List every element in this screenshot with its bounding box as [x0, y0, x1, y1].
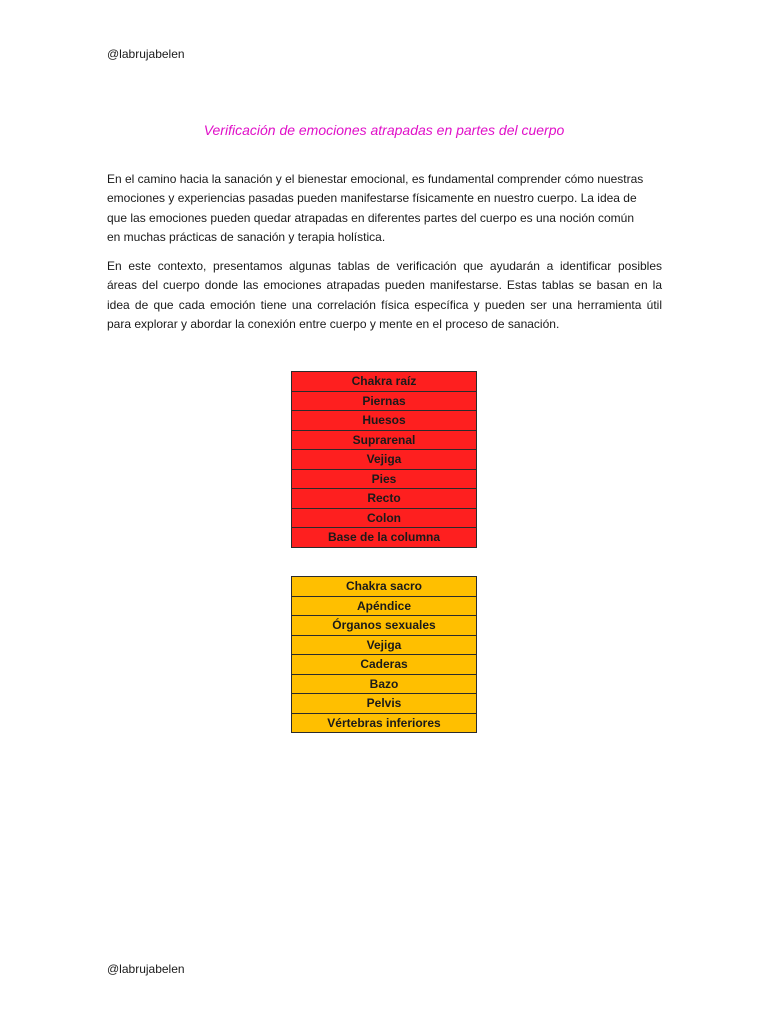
- paragraph-line: En el camino hacia la sanación y el bienestar emocional, es fundamental comprender cómo nuestras: [107, 172, 644, 186]
- table-cell: Piernas: [292, 391, 477, 411]
- table-cell: Vejiga: [292, 635, 477, 655]
- table-cell: Vértebras inferiores: [292, 713, 477, 733]
- table-cell: Suprarenal: [292, 430, 477, 450]
- table-row: [292, 372, 477, 392]
- table-row: [292, 489, 477, 509]
- table-row: [292, 635, 477, 655]
- footer-handle: @labrujabelen: [107, 962, 185, 976]
- table-row: [292, 655, 477, 675]
- paragraph-line: para explorar y abordar la conexión entre cuerpo y mente en el proceso de sanación.: [107, 316, 560, 331]
- page-title: Verificación de emociones atrapadas en partes del cuerpo: [203, 122, 565, 138]
- table-row: [292, 694, 477, 714]
- table-row: [292, 469, 477, 489]
- paragraph-line: emociones y experiencias pasadas pueden manifestarse físicamente en nuestro cuerpo. La idea de: [107, 191, 637, 206]
- table-row: [292, 508, 477, 528]
- table-row: [292, 450, 477, 470]
- intro-paragraph: [107, 170, 662, 247]
- table-row: [292, 430, 477, 450]
- paragraph-line: idea de que cada emoción tiene una correlación física específica y pueden ser una herramienta útil: [107, 297, 662, 312]
- table-row: [292, 713, 477, 733]
- table-cell: Vejiga: [292, 450, 477, 470]
- root-chakra-table: [291, 371, 477, 548]
- table-header-cell: Chakra sacro: [292, 577, 477, 597]
- context-paragraph: [107, 257, 662, 334]
- table-header-cell: Chakra raíz: [292, 372, 477, 392]
- table-cell: Órganos sexuales: [292, 616, 477, 636]
- paragraph-line: En este contexto, presentamos algunas tablas de verificación que ayudarán a identificar posibles: [107, 259, 662, 273]
- paragraph-line: áreas del cuerpo donde las emociones atrapadas pueden manifestarse. Estas tablas se basan en la: [107, 278, 662, 293]
- table-cell: Pies: [292, 469, 477, 489]
- table-row: [292, 528, 477, 548]
- table-row: [292, 577, 477, 597]
- table-cell: Caderas: [292, 655, 477, 675]
- table-cell: Pelvis: [292, 694, 477, 714]
- table-row: [292, 411, 477, 431]
- table-cell: Recto: [292, 489, 477, 509]
- table-cell: Apéndice: [292, 596, 477, 616]
- table-row: [292, 596, 477, 616]
- header-handle: @labrujabelen: [107, 47, 185, 61]
- paragraph-line: que las emociones pueden quedar atrapadas en diferentes partes del cuerpo es una noción común: [107, 210, 635, 225]
- table-cell: Huesos: [292, 411, 477, 431]
- table-row: [292, 674, 477, 694]
- table-row: [292, 616, 477, 636]
- table-cell: Base de la columna: [292, 528, 477, 548]
- paragraph-line: en muchas prácticas de sanación y terapia holística.: [107, 229, 386, 244]
- table-cell: Bazo: [292, 674, 477, 694]
- table-cell: Colon: [292, 508, 477, 528]
- table-row: [292, 391, 477, 411]
- sacral-chakra-table: [291, 576, 477, 733]
